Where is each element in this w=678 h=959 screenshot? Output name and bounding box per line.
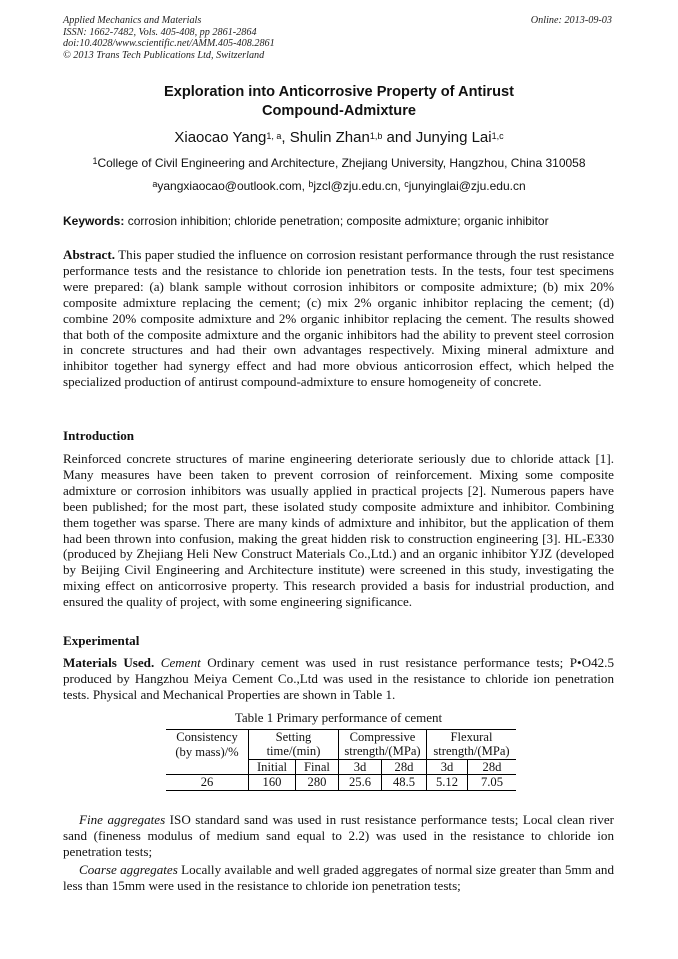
email-list	[63, 178, 615, 194]
paper-title	[63, 83, 615, 121]
author-separator: and	[382, 129, 416, 146]
table-subheader-cell: 3d	[427, 759, 468, 774]
author-separator: ,	[281, 129, 290, 146]
email-superscript: c	[404, 179, 409, 189]
fine-aggregates-text: ISO standard sand was used in rust resistance performance tests; Local clean river sand (fineness modulus of medium sand equal to 2.2) was used in the resistance to chloride ion penetration tests;	[63, 812, 614, 859]
keywords	[63, 213, 615, 229]
table-subheader-cell: Initial	[249, 759, 296, 774]
table-header-cell: Compressive	[339, 730, 427, 745]
affiliation-text: College of Civil Engineering and Architecture, Zhejiang University, Hangzhou, China 310058	[97, 156, 586, 170]
table-subheader-cell: 3d	[339, 759, 382, 774]
email-superscript: b	[308, 179, 314, 189]
table-cell: 5.12	[427, 775, 468, 790]
table-cell: 280	[296, 775, 339, 790]
cement-label: Cement	[160, 655, 201, 670]
email-superscript: a	[152, 179, 158, 189]
title-line-1: Exploration into Anticorrosive Property of Antirust	[163, 84, 514, 100]
table-cell: 160	[249, 775, 296, 790]
table-cell: 48.5	[382, 775, 427, 790]
online-date: Online: 2013-09-03	[530, 15, 612, 26]
table-header-cell: (by mass)/%	[175, 744, 239, 759]
table-subheader-cell	[166, 759, 249, 774]
copyright-line: © 2013 Trans Tech Publications Ltd, Switzerland	[63, 49, 265, 61]
table-subheader-cell: Final	[296, 759, 339, 774]
section-heading-introduction: Introduction	[63, 428, 135, 443]
materials-text: Ordinary cement was used in rust resistance performance tests; P•O42.5 produced by Hangzhou Meiya Cement Co.,Ltd was used in the resistance to chloride ion penetration tests. Physical and Mechanical Properties are shown in Table 1.	[63, 655, 615, 702]
email-link[interactable]: junyinglai@zju.edu.cn	[408, 179, 526, 193]
abstract-text: This paper studied the influence on corrosion resistant performance through the rust resistance performance tests and the resistance to chloride ion penetration tests. In the tests, four test specimens were prepared: (a) blank sample without corrosion inhibitors or composite admixture; (b) mix 20% composite admixture replacing the cement; (c) mix 2% organic inhibitor replacing the cement; (d) combine 20% composite admixture and 2% organic inhibitor replacing the cement. The results showed that both of the composite admixture and the organic inhibitors had the ability to prevent steel corrosion in concrete structures and had their own advantages respectively. Mixing mineral admixture and inhibitor together had synergy effect and had more obvious anticorrosion effect, which helped the specialized production of antirust compound-admixture to ensure homogeneity of concrete.	[63, 247, 614, 390]
table-subheader-cell: 28d	[382, 759, 427, 774]
journal-header	[63, 15, 275, 61]
table-cell: 26	[166, 775, 249, 790]
coarse-aggregates-label: Coarse aggregates	[79, 862, 178, 877]
table-subheader-cell: 28d	[468, 759, 517, 774]
materials-paragraph	[63, 655, 614, 703]
keywords-label: Keywords:	[63, 214, 125, 228]
author-superscript: 1,c	[491, 131, 504, 141]
fine-aggregates-label: Fine aggregates	[79, 812, 166, 827]
table-header-cell: Consistency	[166, 730, 249, 745]
author-list	[63, 128, 615, 148]
email-link[interactable]: jzcl@zju.edu.cn,	[313, 179, 405, 193]
table-header-cell: strength/(MPa)	[427, 744, 517, 759]
email-link[interactable]: yangxiaocao@outlook.com,	[157, 179, 309, 193]
table-cell: 25.6	[339, 775, 382, 790]
section-heading-experimental: Experimental	[63, 633, 140, 648]
author-name: Junying Lai	[415, 129, 492, 146]
journal-name: Applied Mechanics and Materials	[63, 15, 202, 26]
materials-label: Materials Used.	[63, 655, 155, 670]
coarse-aggregates-text: Locally available and well graded aggregates of normal size greater than 5mm and less than 15mm were used in the resistance to chloride ion penetration tests;	[63, 862, 614, 893]
coarse-aggregates-paragraph	[63, 862, 614, 894]
introduction-text: Reinforced concrete structures of marine engineering deteriorate seriously due to chloride attack [1]. Many measures have been taken to prevent corrosion of reinforcement. Mixing some composite admixture or corrosion inhibitors was usually applied in practical projects [2]. Numerous papers have been published; for the most part, these isolated study composite admixture and inhibitor. Combining them together was sparse. There are many kinds of admixture and inhibitor, but the application of them had been thrown into confusion, making the great hidden risk to construction engineering [3]. HL-E330 (produced by Zhejiang Heli New Construct Materials Co.,Ltd.) and an organic inhibitor YJZ (developed by Beijing Civil Engineering and Architecture institute) were screened in this study, investigating the mixing effect on anticorrosive property. This research provided a basis for industrial production, and ensured the quality of project, with some engineering significance.	[63, 451, 614, 610]
table-caption: Table 1 Primary performance of cement	[234, 710, 443, 725]
author-superscript: 1, a	[266, 131, 282, 141]
cement-properties-table	[166, 729, 516, 791]
author-name: Xiaocao Yang	[174, 129, 267, 146]
table-header-cell: strength/(MPa)	[339, 744, 427, 759]
table-cell: 7.05	[468, 775, 517, 790]
table-header-cell: Setting	[249, 730, 339, 745]
affiliation-superscript: 1	[92, 156, 98, 166]
affiliation	[63, 155, 615, 171]
doi-line[interactable]: doi:10.4028/www.scientific.net/AMM.405-408.2861	[63, 38, 275, 50]
author-name: Shulin Zhan	[289, 129, 370, 146]
table-header-cell: time/(min)	[249, 744, 339, 759]
issn-line: ISSN: 1662-7482, Vols. 405-408, pp 2861-2864	[63, 26, 257, 38]
keywords-text: corrosion inhibition; chloride penetration; composite admixture; organic inhibitor	[124, 214, 549, 228]
table-header-cell: Flexural	[427, 730, 517, 745]
author-superscript: 1,b	[369, 131, 383, 141]
title-line-2: Compound-Admixture	[261, 103, 417, 119]
abstract-label: Abstract.	[63, 247, 115, 262]
fine-aggregates-paragraph	[63, 812, 614, 860]
abstract	[63, 247, 614, 390]
